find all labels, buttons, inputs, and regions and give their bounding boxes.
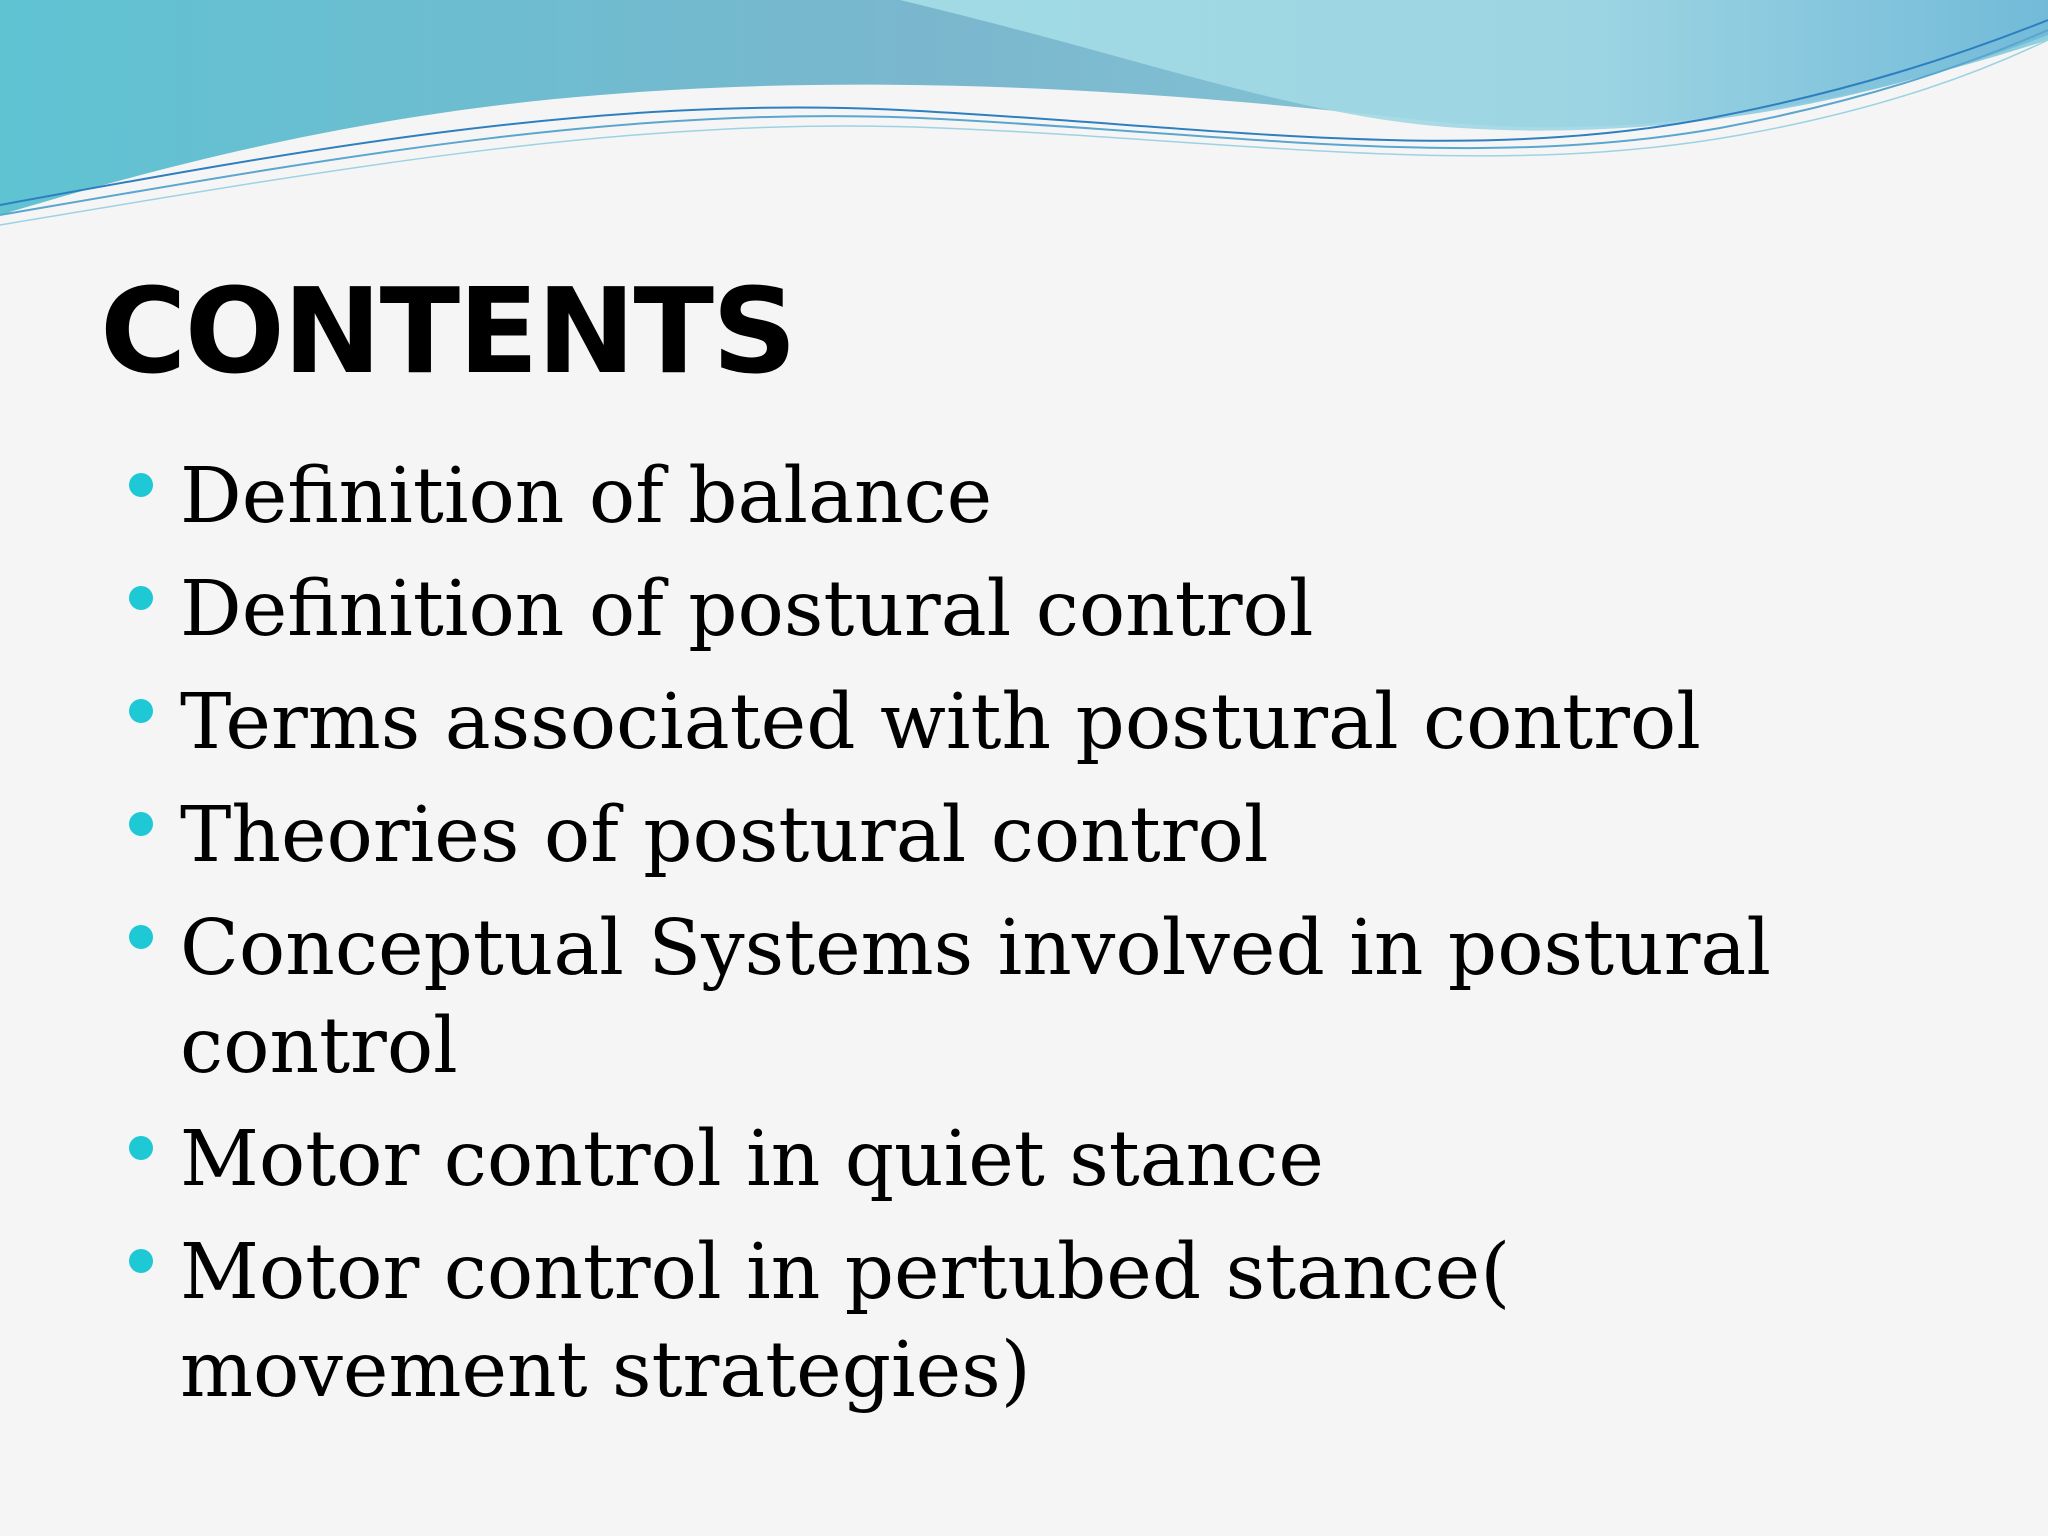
bullet-icon bbox=[128, 561, 180, 659]
bullet-icon bbox=[128, 674, 180, 772]
bullet-icon bbox=[128, 1111, 180, 1209]
list-item bbox=[128, 900, 1988, 1096]
header-wave-decoration bbox=[0, 0, 2048, 260]
list-item bbox=[128, 561, 1988, 659]
list-item bbox=[128, 674, 1988, 772]
list-item-text: Terms associated with postural control bbox=[180, 678, 1701, 767]
list-item-text: Motor control in quiet stance bbox=[180, 1115, 1324, 1204]
bullet-icon bbox=[128, 787, 180, 885]
bullet-icon bbox=[128, 448, 180, 546]
contents-list bbox=[128, 448, 1988, 1435]
list-item-text: Theories of postural control bbox=[180, 791, 1269, 880]
list-item-text: Definition of postural control bbox=[180, 565, 1314, 654]
slide-title: CONTENTS bbox=[100, 262, 795, 400]
bullet-icon bbox=[128, 1224, 180, 1322]
bullet-icon bbox=[128, 900, 180, 998]
list-item-text: Conceptual Systems involved in postural control bbox=[180, 904, 1771, 1091]
list-item-text: Motor control in pertubed stance( movement strategies) bbox=[180, 1228, 1511, 1415]
list-item bbox=[128, 787, 1988, 885]
list-item-text: Definition of balance bbox=[180, 452, 993, 541]
list-item bbox=[128, 1111, 1988, 1209]
list-item bbox=[128, 448, 1988, 546]
list-item bbox=[128, 1224, 1988, 1420]
